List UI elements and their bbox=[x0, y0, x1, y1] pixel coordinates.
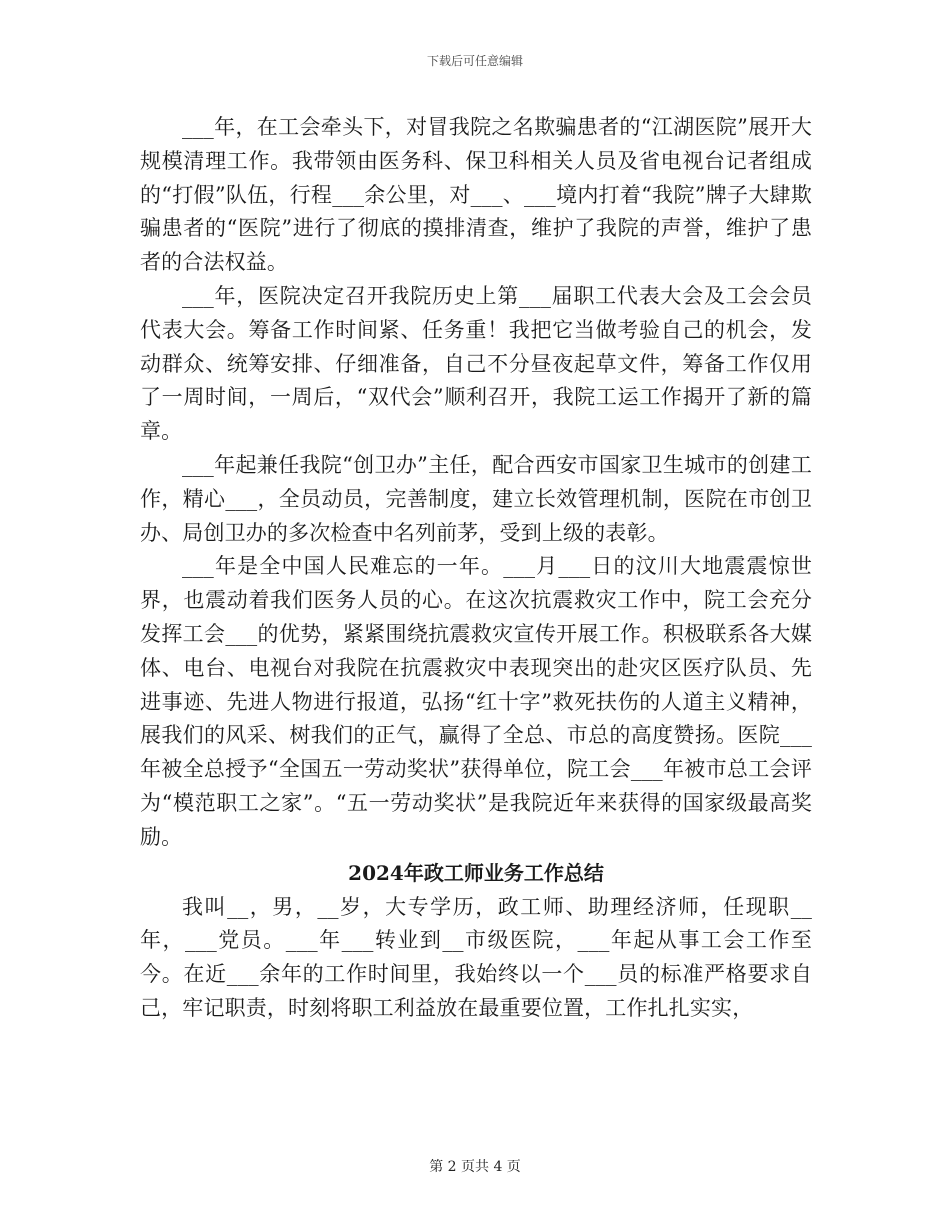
paragraph-3: ___年起兼任我院“创卫办”主任，配合西安市国家卫生城市的创建工作，精心___，全员动员，完善制度，建立长效管理机制，医院在市创卫办、局创卫办的多次检查中名列前茅，受到上级的表彰。 bbox=[140, 452, 812, 545]
page-footer: 第 2 页共 4 页 bbox=[429, 1159, 521, 1175]
paragraph-4: ___年是全中国人民难忘的一年。___月___日的汶川大地震震惊世界，也震动着我们医务人员的心。在这次抗震救灾工作中，院工会充分发挥工会___的优势，紧紧围绕抗震救灾宣传开展工作。积极联系各大媒体、电台、电视台对我院在抗震救灾中表现突出的赴灾区医疗队员、先进事迹、先进人物进行报道，弘扬“红十字”救死扶伤的人道主义精神，展我们的风采、树我们的正气，赢得了全总、市总的高度赞扬。医院___年被全总授予“全国五一劳动奖状”获得单位，院工会___年被市总工会评为“模范职工之家”。“五一劳动奖状”是我院近年来获得的国家级最高奖励。 bbox=[140, 554, 812, 849]
paragraph-1: ___年，在工会牵头下，对冒我院之名欺骗患者的“江湖医院”展开大规模清理工作。我带领由医务科、保卫科相关人员及省电视台记者组成的“打假”队伍，行程___余公里，对___、___境内打着“我院”牌子大肆欺骗患者的“医院”进行了彻底的摸排清查，维护了我院的声誉，维护了患者的合法权益。 bbox=[140, 115, 812, 275]
section-title: 2024年政工师业务工作总结 bbox=[348, 860, 604, 885]
section-paragraph-1: 我叫__，男，__岁，大专学历，政工师、助理经济师，任现职__年，___党员。___年___转业到__市级医院，___年起从事工会工作至今。在近___余年的工作时间里，我始终以一个___员的标准严格要求自己，牢记职责，时刻将职工利益放在最重要位置，工作扎扎实实， bbox=[140, 894, 812, 1020]
document-body bbox=[140, 111, 812, 1026]
paragraph-2: ___年，医院决定召开我院历史上第___届职工代表大会及工会会员代表大会。筹备工作时间紧、任务重！我把它当做考验自己的机会，发动群众、统筹安排、仔细准备，自己不分昼夜起草文件，筹备工作仅用了一周时间，一周后，“双代会”顺利召开，我院工运工作揭开了新的篇章。 bbox=[140, 283, 812, 444]
page-header: 下载后可任意编辑 bbox=[426, 54, 523, 68]
